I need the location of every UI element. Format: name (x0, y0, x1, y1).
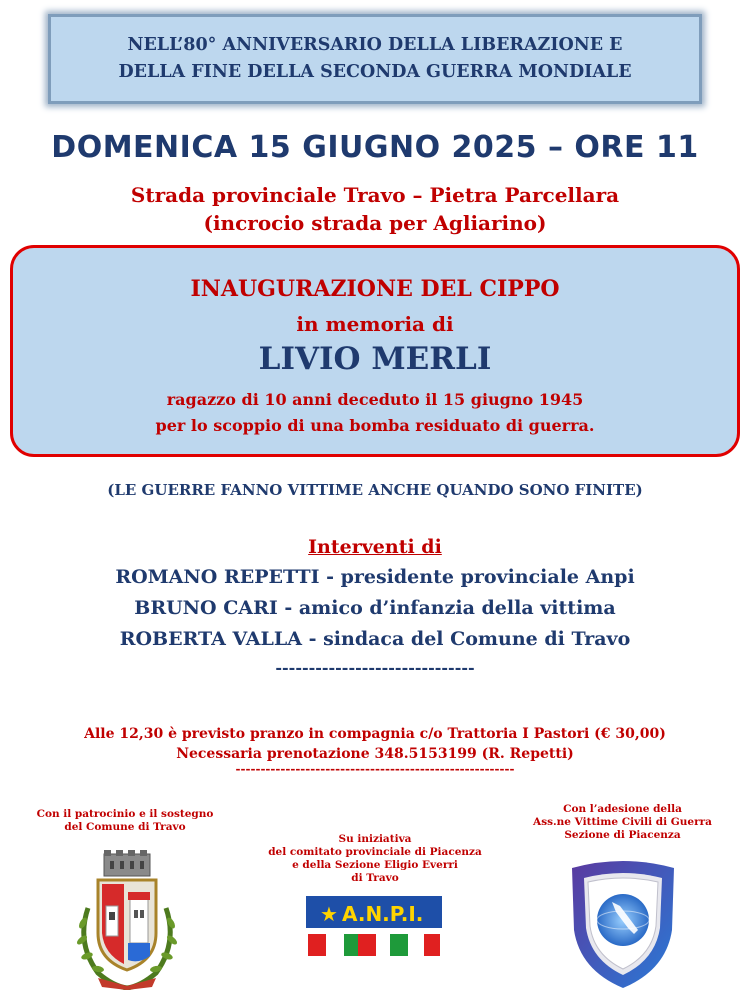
credit-line: di Travo (351, 872, 399, 884)
lunch-line-2: Necessaria prenotazione 348.5153199 (R. Repetti) (176, 746, 574, 762)
credit-line: Ass.ne Vittime Civili di Guerra (533, 816, 712, 828)
memorial-subtitle: in memoria di (296, 312, 454, 336)
memorial-name: LIVIO MERLI (258, 341, 492, 377)
lunch-line-1: Alle 12,30 è previsto pranzo in compagnia c/o Trattoria I Pastori (€ 30,00) (84, 726, 666, 742)
anpi-logo (306, 896, 442, 958)
credit-line: Con l’adesione della (563, 803, 682, 815)
credit-line: e della Sezione Eligio Everri (292, 859, 458, 871)
motto: (LE GUERRE FANNO VITTIME ANCHE QUANDO SONO FINITE) (107, 481, 643, 499)
credit-line: Sezione di Piacenza (564, 829, 681, 841)
credit-line: del Comune di Travo (64, 821, 186, 833)
credit-line: Su iniziativa (338, 833, 412, 845)
anpi-text: A.N.P.I. (342, 902, 424, 926)
event-location-detail: (incrocio strada per Agliarino) (203, 211, 547, 235)
speaker-item: BRUNO CARI - amico d’infanzia della vittima (134, 597, 616, 619)
credit-line: Con il patrocinio e il sostegno (36, 808, 214, 820)
speakers-title: Interventi di (308, 536, 442, 558)
event-location: Strada provinciale Travo – Pietra Parcellara (130, 183, 620, 207)
memorial-description-2: per lo scoppio di una bomba residuato di guerra. (155, 416, 595, 435)
banner-line-2: DELLA FINE DELLA SECONDA GUERRA MONDIALE (118, 62, 632, 82)
travo-crest-logo (68, 848, 186, 990)
separator: -------------------------------------------------------- (235, 762, 515, 776)
credit-patronage (0, 808, 250, 834)
banner-line-1: NELL’80° ANNIVERSARIO DELLA LIBERAZIONE E (127, 35, 623, 55)
credit-adhesion (495, 803, 750, 842)
event-date: DOMENICA 15 GIUGNO 2025 – ORE 11 (51, 130, 699, 165)
memorial-title: INAUGURAZIONE DEL CIPPO (190, 276, 560, 302)
separator: ------------------------------ (275, 658, 475, 677)
credit-line: del comitato provinciale di Piacenza (268, 846, 482, 858)
memorial-box (10, 245, 740, 457)
anniversary-banner (48, 14, 702, 104)
speaker-item: ROMANO REPETTI - presidente provinciale Anpi (115, 566, 635, 588)
credit-initiative (230, 833, 520, 885)
anpi-star-icon: ★ (320, 902, 338, 926)
speaker-item: ROBERTA VALLA - sindaca del Comune di Travo (119, 628, 631, 650)
memorial-description-1: ragazzo di 10 anni deceduto il 15 giugno 1945 (166, 390, 584, 409)
vittime-civili-shield-logo (568, 858, 678, 990)
lunch-info (0, 724, 750, 764)
